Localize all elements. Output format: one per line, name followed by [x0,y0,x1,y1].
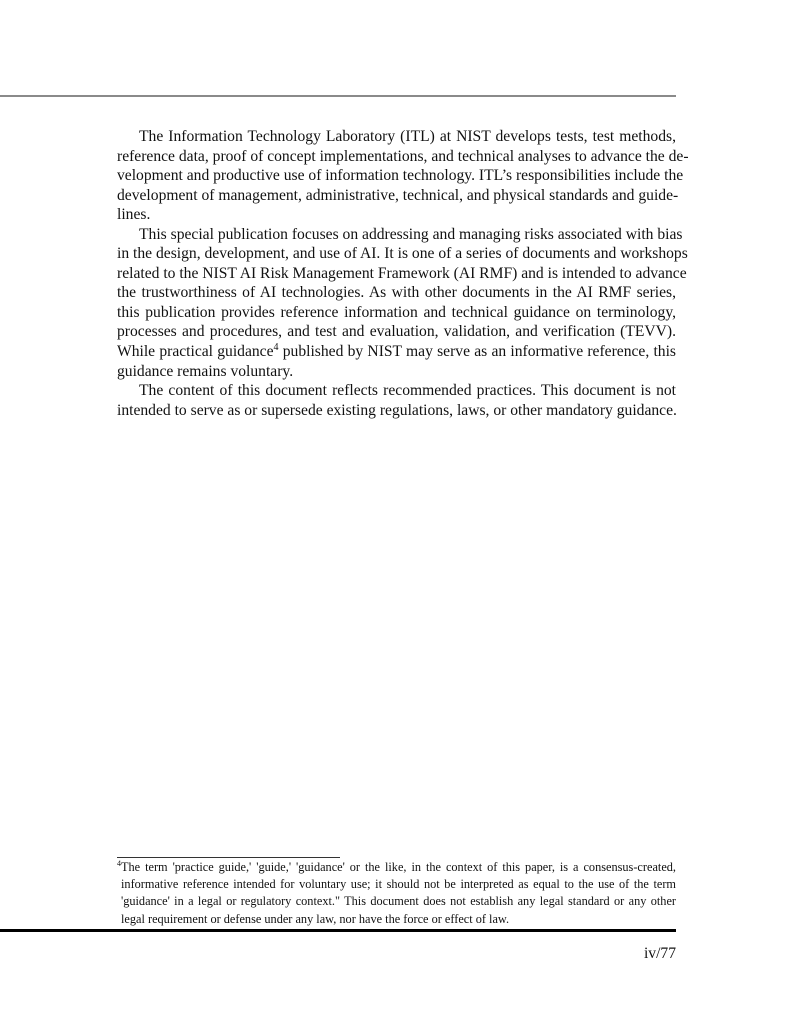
text-fragment: published by NIST may serve as an informative reference, this [278,343,676,361]
body-text [117,127,689,420]
footnote-line: informative reference intended for voluntary use; it should not be interpreted as equal to the use of the term [121,877,676,892]
text-line: The Information Technology Laboratory (ITL) at NIST develops tests, test methods, [139,128,676,145]
text-line: guidance remains voluntary. [117,362,294,380]
footer-rule [0,929,676,932]
text-line: intended to serve as or supersede existing regulations, laws, or other mandatory guidance. [117,401,677,419]
footnote [117,859,676,928]
text-fragment: The term 'practice guide,' 'guide,' 'guidance' or the like, in the context of this paper, is a consensus-created, [121,860,676,874]
text-line: this publication provides reference information and technical guidance on terminology, [117,303,676,321]
text-line: development of management, administrative, technical, and physical standards and guide- [117,186,679,204]
text-line: lines. [117,206,151,224]
footnote-line: legal requirement or defense under any law, nor have the force or effect of law. [121,911,510,926]
footnote-line [117,859,676,876]
text-line: the trustworthiness of AI technologies. As with other documents in the AI RMF series, [117,284,676,302]
footnote-reference[interactable]: 4 [273,342,279,354]
footnote-marker: 4 [117,859,121,868]
text-line: processes and procedures, and test and evaluation, validation, and verification (TEVV). [117,323,676,341]
text-line: This special publication focuses on addressing and managing risks associated with bias [139,225,683,243]
header-rule [0,95,676,97]
text-line: The content of this document reflects recommended practices. This document is not [139,382,676,400]
text-fragment: While practical guidance [117,343,274,361]
page-number: iv/77 [643,945,676,962]
footnote-rule [117,857,340,858]
text-line: reference data, proof of concept implementations, and technical analyses to advance the de- [117,147,689,165]
text-line: related to the NIST AI Risk Management Framework (AI RMF) and is intended to advance [117,264,687,282]
text-line: in the design, development, and use of AI. It is one of a series of documents and workshops [117,245,688,263]
text-line [117,342,676,362]
footnote-line: 'guidance' in a legal or regulatory context." This document does not establish any legal standard or any other [121,894,676,909]
text-line: velopment and productive use of information technology. ITL’s responsibilities include the [117,167,684,185]
